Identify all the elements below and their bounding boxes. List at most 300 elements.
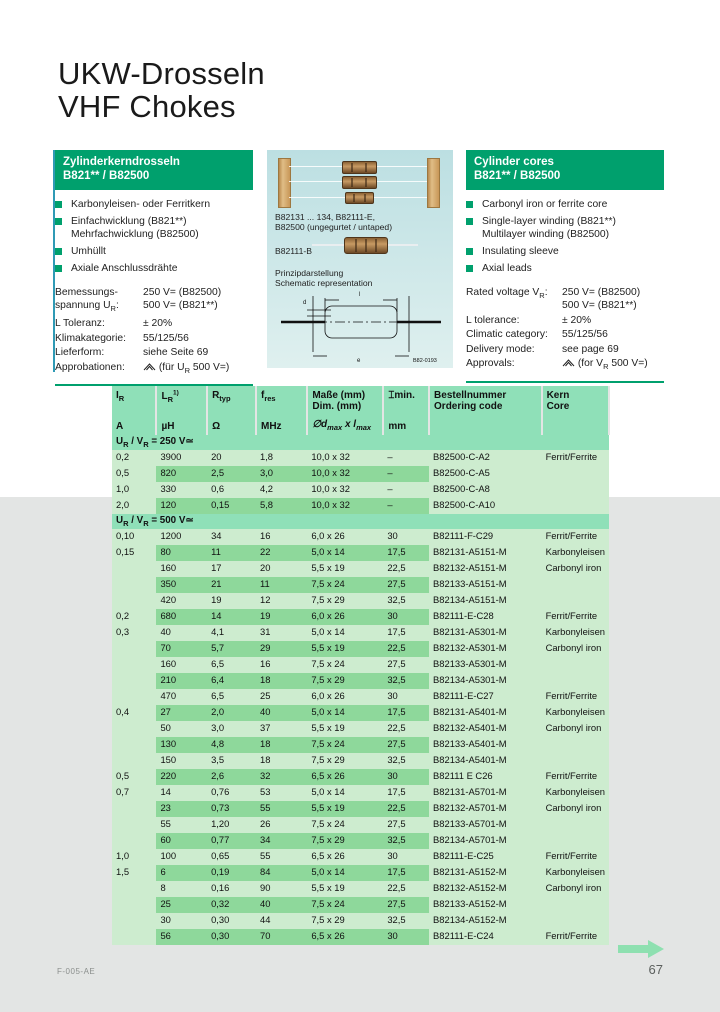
cell-inductance: 14 [156,785,207,801]
cell-inductance: 160 [156,561,207,577]
cell-frequency: 26 [256,817,307,833]
cell-dimensions: 10,0 x 32 [307,498,383,514]
spec-row [55,317,253,330]
photo-caption-taped: B82131 ... 134, B82111-E, B82500 (ungegurtet / untaped) [275,212,393,233]
cell-inductance: 680 [156,609,207,625]
spec-key: Rated voltage $V_R$: [466,287,548,301]
cell-resistance: 2,5 [207,466,256,482]
cell-core: Karbonyleisen [542,545,609,561]
cell-dimensions: 7,5 x 29 [307,753,383,769]
cell-dimensions: 5,5 x 19 [307,881,383,897]
cell-core: Carbonyl iron [542,561,609,577]
spec-key: L Toleranz: [55,318,105,330]
cell-dimensions: 7,5 x 24 [307,657,383,673]
cell-frequency: 3,0 [256,466,307,482]
table-row [112,817,609,833]
cell-rated-current [112,689,156,705]
cell-dimensions: 6,0 x 26 [307,609,383,625]
cell-inductance: 60 [156,833,207,849]
cell-lead-spacing: 32,5 [383,753,429,769]
cell-frequency: 90 [256,881,307,897]
spec-row [466,286,664,312]
cell-inductance: 55 [156,817,207,833]
cell-lead-spacing: 17,5 [383,625,429,641]
cell-dimensions: 6,5 x 26 [307,929,383,945]
spec-row [55,361,253,377]
cell-inductance: 120 [156,498,207,514]
spec-value: siehe Seite 69 [143,347,209,359]
cell-core [542,897,609,913]
panel-header-series-en: B821** / B82500 [474,169,561,182]
cell-inductance: 210 [156,673,207,689]
spec-row [466,357,664,373]
cell-inductance: 8 [156,881,207,897]
cell-inductance: 25 [156,897,207,913]
cell-rated-current: 0,2 [112,450,156,466]
cell-inductance: 160 [156,657,207,673]
spec-row [466,343,664,356]
cell-frequency: 84 [256,865,307,881]
cell-frequency: 25 [256,689,307,705]
cell-resistance: 5,7 [207,641,256,657]
spec-value: (für $U_R$ 500 V=) [143,361,253,377]
page-title-line-en: VHF Chokes [58,88,236,124]
table-row [112,865,609,881]
cell-core: Karbonyleisen [542,705,609,721]
cell-dimensions: 7,5 x 24 [307,817,383,833]
column-header-inductance: $L_R^{1)}$ µH [156,386,207,435]
cell-core [542,737,609,753]
spec-value: 55/125/56 [562,329,608,341]
page-title-line-de: UKW-Drosseln [58,55,265,91]
cell-resistance: 17 [207,561,256,577]
table-row [112,801,609,817]
cell-lead-spacing: – [383,450,429,466]
cell-lead-spacing: 17,5 [383,865,429,881]
cell-lead-spacing: 22,5 [383,561,429,577]
vde-approval-icon [562,359,575,367]
cell-dimensions: 7,5 x 24 [307,737,383,753]
cell-core: Ferrit/Ferrite [542,849,609,865]
cell-ordering-code: B82111-E-C27 [429,689,542,705]
cell-core: Ferrit/Ferrite [542,929,609,945]
spec-value: ± 20% [562,314,592,326]
cell-core [542,577,609,593]
spec-list-german [55,286,253,376]
cell-resistance: 0,77 [207,833,256,849]
cell-ordering-code: B82133-A5151-M [429,577,542,593]
spec-row [55,346,253,359]
list-item [55,199,253,211]
table-row [112,897,609,913]
cell-core: Karbonyleisen [542,865,609,881]
drawing-code-label: B82-0193 [413,358,437,364]
column-header-lead-spacing: ⌶min. mm [383,386,429,435]
cell-lead-spacing: 17,5 [383,545,429,561]
cell-ordering-code: B82134-A5151-M [429,593,542,609]
cell-frequency: 70 [256,929,307,945]
cell-dimensions: 5,5 x 19 [307,641,383,657]
dim-label-top: l [359,292,361,298]
cell-rated-current [112,801,156,817]
cell-rated-current [112,929,156,945]
specifications-table [112,386,610,945]
cell-resistance: 11 [207,545,256,561]
cell-lead-spacing: – [383,498,429,514]
table-row [112,482,609,498]
cell-inductance: 350 [156,577,207,593]
cell-ordering-code: B82133-A5401-M [429,737,542,753]
bullet-square-icon [466,265,473,272]
cell-frequency: 44 [256,913,307,929]
spec-row [55,332,253,345]
cell-inductance: 220 [156,769,207,785]
feature-text: Carbonyl iron or ferrite core [482,199,608,210]
spec-key: Lieferform: [55,347,105,359]
spec-key: Delivery mode: [466,343,535,355]
table-row [112,705,609,721]
table-body [112,435,609,945]
product-image-panel [267,150,453,368]
cell-dimensions: 5,5 x 19 [307,561,383,577]
table-row [112,785,609,801]
cell-core [542,673,609,689]
cell-core [542,657,609,673]
cell-ordering-code: B82132-A5152-M [429,881,542,897]
bullet-square-icon [55,218,62,225]
cell-rated-current [112,593,156,609]
cell-frequency: 55 [256,849,307,865]
table-row [112,721,609,737]
cell-core: Ferrit/Ferrite [542,529,609,545]
list-item [55,263,253,275]
cell-core: Ferrit/Ferrite [542,450,609,466]
cell-dimensions: 6,0 x 26 [307,689,383,705]
cell-frequency: 18 [256,673,307,689]
cell-rated-current [112,721,156,737]
cell-rated-current: 0,15 [112,545,156,561]
table-row [112,529,609,545]
feature-list-english [466,199,664,275]
table-row [112,737,609,753]
section-label: $U_R / V_R = 250$ V≃ [112,435,609,450]
cell-ordering-code: B82132-A5301-M [429,641,542,657]
cell-inductance: 30 [156,913,207,929]
cell-ordering-code: B82111-F-C29 [429,529,542,545]
cell-resistance: 2,0 [207,705,256,721]
cell-ordering-code: B82111-E-C28 [429,609,542,625]
cell-resistance: 6,5 [207,689,256,705]
cell-lead-spacing: 17,5 [383,705,429,721]
cell-inductance: 1200 [156,529,207,545]
cell-ordering-code: B82134-A5301-M [429,673,542,689]
spec-row [55,286,253,315]
cell-frequency: 31 [256,625,307,641]
table-row [112,673,609,689]
cell-resistance: 34 [207,529,256,545]
cell-ordering-code: B82133-A5701-M [429,817,542,833]
feature-text: Umhüllt [71,245,106,257]
table-section-header [112,435,609,450]
cell-resistance: 3,0 [207,721,256,737]
cell-ordering-code: B82132-A5151-M [429,561,542,577]
cell-lead-spacing: 32,5 [383,673,429,689]
cell-lead-spacing: 27,5 [383,897,429,913]
table-header [112,386,609,435]
list-item [466,263,664,275]
cell-lead-spacing: – [383,466,429,482]
cell-inductance: 100 [156,849,207,865]
cell-rated-current [112,577,156,593]
cell-resistance: 6,4 [207,673,256,689]
spec-row [466,328,664,341]
cell-dimensions: 6,0 x 26 [307,529,383,545]
cell-lead-spacing: 32,5 [383,913,429,929]
cell-rated-current: 1,0 [112,482,156,498]
column-header-resistance: $R_{typ}$ Ω [207,386,256,435]
cell-rated-current: 0,10 [112,529,156,545]
cell-inductance: 420 [156,593,207,609]
cell-resistance: 3,5 [207,753,256,769]
cell-rated-current: 0,7 [112,785,156,801]
cell-dimensions: 10,0 x 32 [307,466,383,482]
bullet-square-icon [55,265,62,272]
cell-dimensions: 6,5 x 26 [307,849,383,865]
cell-inductance: 70 [156,641,207,657]
spec-key: Approbationen: [55,361,125,373]
cell-frequency: 32 [256,769,307,785]
cell-dimensions: 7,5 x 24 [307,897,383,913]
cell-rated-current [112,561,156,577]
table-row [112,849,609,865]
cell-inductance: 820 [156,466,207,482]
cell-frequency: 16 [256,529,307,545]
cell-core: Ferrit/Ferrite [542,609,609,625]
cell-frequency: 37 [256,721,307,737]
spec-value: ± 20% [143,318,173,330]
table-row [112,561,609,577]
list-item [466,246,664,258]
cell-frequency: 34 [256,833,307,849]
section-label: $U_R / V_R = 500$ V≃ [112,514,609,529]
cell-dimensions: 7,5 x 29 [307,913,383,929]
cell-ordering-code: B82134-A5401-M [429,753,542,769]
cell-lead-spacing: 27,5 [383,577,429,593]
cell-dimensions: 6,5 x 26 [307,769,383,785]
cell-ordering-code: B82111-E-C25 [429,849,542,865]
cell-rated-current: 1,0 [112,849,156,865]
table-row [112,625,609,641]
photo-caption-single: B82111-B [275,246,312,256]
list-item [466,216,664,241]
column-header-rated-current: $I_R$ A [112,386,156,435]
cell-lead-spacing: 30 [383,529,429,545]
cell-frequency: 12 [256,593,307,609]
cell-resistance: 2,6 [207,769,256,785]
cell-resistance: 0,19 [207,865,256,881]
cell-rated-current [112,737,156,753]
table-header-row [112,386,609,435]
cell-ordering-code: B82131-A5152-M [429,865,542,881]
info-panel-german [55,150,253,386]
cell-ordering-code: B82133-A5152-M [429,897,542,913]
cell-resistance: 4,8 [207,737,256,753]
cell-lead-spacing: 30 [383,929,429,945]
table-row [112,913,609,929]
cell-rated-current: 0,4 [112,705,156,721]
vde-approval-icon [143,363,156,371]
cell-inductance: 27 [156,705,207,721]
cell-core: Carbonyl iron [542,881,609,897]
table-row [112,881,609,897]
cell-dimensions: 7,5 x 29 [307,593,383,609]
list-item [466,199,664,211]
cell-resistance: 0,6 [207,482,256,498]
cell-core: Karbonyleisen [542,625,609,641]
cell-inductance: 40 [156,625,207,641]
cell-ordering-code: B82500-C-A10 [429,498,542,514]
cell-ordering-code: B82131-A5301-M [429,625,542,641]
spec-key: Bemessungs- spannung $U_R$: [55,287,119,314]
table-row [112,641,609,657]
table-row [112,545,609,561]
spec-value: see page 69 [562,343,619,355]
table-row [112,689,609,705]
cell-ordering-code: B82132-A5701-M [429,801,542,817]
dim-label-e: e [357,358,361,364]
cell-frequency: 53 [256,785,307,801]
spec-value: 250 V= (B82500) 500 V= (B821**) [143,287,222,312]
cell-rated-current: 2,0 [112,498,156,514]
dimensions-unit: $\emptyset d_{max}$ x $l_{max}$ [312,419,372,432]
cell-rated-current: 0,3 [112,625,156,641]
cell-resistance: 0,32 [207,897,256,913]
cell-inductance: 23 [156,801,207,817]
cell-lead-spacing: 22,5 [383,801,429,817]
cell-rated-current [112,913,156,929]
column-header-ordering-code: Bestellnummer Ordering code [429,386,542,435]
panel-header-title-de: Zylinderkerndrosseln [63,156,180,168]
cell-frequency: 55 [256,801,307,817]
spec-value: (for $V_R$ 500 V=) [562,357,664,373]
table-row [112,466,609,482]
cell-inductance: 130 [156,737,207,753]
panel-header-german [55,150,253,190]
table-row [112,450,609,466]
cell-core [542,498,609,514]
cell-rated-current [112,881,156,897]
bullet-square-icon [55,201,62,208]
panel-divider [466,381,664,383]
cell-frequency: 29 [256,641,307,657]
cell-inductance: 330 [156,482,207,498]
cell-resistance: 0,73 [207,801,256,817]
cell-ordering-code: B82134-A5701-M [429,833,542,849]
table-row [112,769,609,785]
cell-rated-current: 0,5 [112,769,156,785]
panel-header-series-de: B821** / B82500 [63,169,150,182]
cell-resistance: 0,76 [207,785,256,801]
column-header-core: Kern Core [542,386,609,435]
cell-rated-current [112,673,156,689]
cell-core [542,753,609,769]
choke-body [345,192,374,204]
cell-dimensions: 10,0 x 32 [307,482,383,498]
cell-inductance: 470 [156,689,207,705]
cell-inductance: 80 [156,545,207,561]
cell-rated-current [112,897,156,913]
cell-dimensions: 7,5 x 29 [307,833,383,849]
spec-value: 55/125/56 [143,332,189,344]
cell-resistance: 0,65 [207,849,256,865]
cell-dimensions: 5,5 x 19 [307,801,383,817]
cell-core: Carbonyl iron [542,721,609,737]
panel-header-english [466,150,664,190]
choke-body [344,237,388,254]
cell-lead-spacing: 22,5 [383,881,429,897]
spec-key: Approvals: [466,358,515,370]
cell-inductance: 6 [156,865,207,881]
cell-core [542,482,609,498]
cell-resistance: 4,1 [207,625,256,641]
cell-lead-spacing: – [383,482,429,498]
bullet-square-icon [466,218,473,225]
panel-header-title-en: Cylinder cores [474,156,554,168]
next-page-arrow-icon[interactable] [618,940,664,958]
cell-dimensions: 5,0 x 14 [307,545,383,561]
cell-resistance: 14 [207,609,256,625]
cell-core: Ferrit/Ferrite [542,689,609,705]
schematic-drawing [273,290,449,366]
feature-text: Insulating sleeve [482,245,559,257]
cell-ordering-code: B82111-E-C24 [429,929,542,945]
table-row [112,753,609,769]
cell-core: Carbonyl iron [542,801,609,817]
bullet-square-icon [466,201,473,208]
cell-rated-current [112,817,156,833]
cell-core [542,833,609,849]
cell-rated-current [112,833,156,849]
spec-list-english [466,286,664,373]
cell-resistance: 0,16 [207,881,256,897]
cell-lead-spacing: 22,5 [383,721,429,737]
cell-resistance: 0,15 [207,498,256,514]
cell-resistance: 21 [207,577,256,593]
cell-resistance: 20 [207,450,256,466]
page-title [58,57,558,123]
cell-lead-spacing: 30 [383,769,429,785]
info-panel-english [466,150,664,383]
cell-dimensions: 10,0 x 32 [307,450,383,466]
cell-rated-current: 1,5 [112,865,156,881]
cell-core [542,913,609,929]
feature-list-german [55,199,253,275]
cell-dimensions: 5,5 x 19 [307,721,383,737]
spec-key: L tolerance: [466,314,520,326]
spec-value: 250 V= (B82500) 500 V= (B821**) [562,287,641,312]
cell-lead-spacing: 27,5 [383,737,429,753]
table-row [112,929,609,945]
cell-frequency: 22 [256,545,307,561]
table-row [112,593,609,609]
cell-frequency: 11 [256,577,307,593]
cell-frequency: 40 [256,705,307,721]
table-row [112,498,609,514]
spec-key: Climatic category: [466,329,548,341]
cell-frequency: 40 [256,897,307,913]
tape-carrier-right [427,158,440,208]
cell-lead-spacing: 30 [383,609,429,625]
